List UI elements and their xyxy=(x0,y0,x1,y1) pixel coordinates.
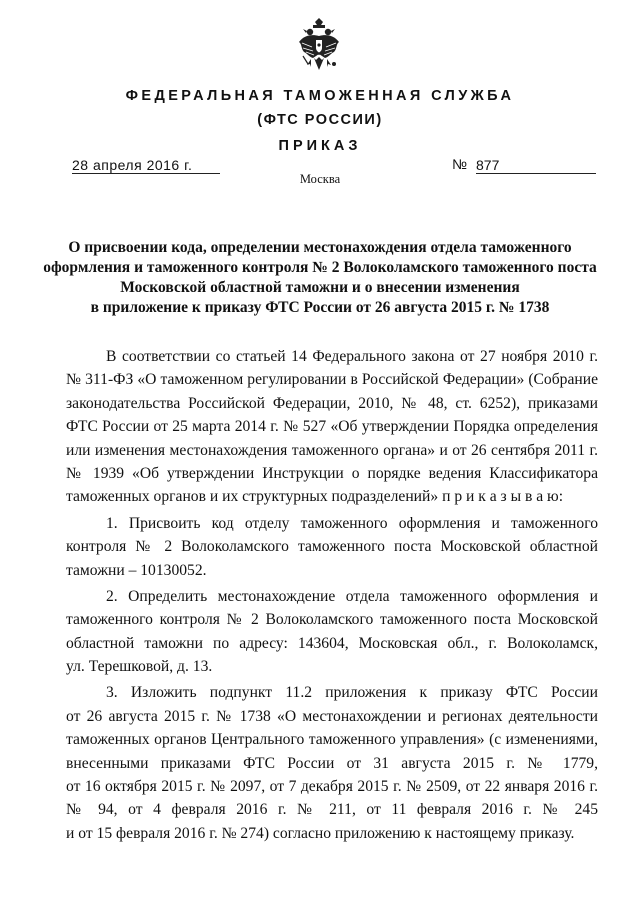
preamble-paragraph xyxy=(66,345,598,509)
text-line: № 1939 «Об утверждении Инструкции о порядке ведения Классификатора xyxy=(66,464,598,482)
text-line: ул. Терешковой, д. 13. xyxy=(66,658,213,676)
text-line: 1. Присвоить код отделу таможенного оформления и таможенного xyxy=(106,514,598,532)
order-date: 28 апреля 2016 г. xyxy=(72,157,220,174)
text-line: и от 15 февраля 2016 г. № 274) согласно приложению к настоящему приказу. xyxy=(66,824,575,842)
order-title-line: в приложение к приказу ФТС России от 26 августа 2015 г. № 1738 xyxy=(90,299,550,316)
order-body xyxy=(66,345,598,845)
text-line: таможни – 10130052. xyxy=(66,561,207,579)
order-title-line: Московской областной таможни и о внесении изменения xyxy=(120,279,520,296)
order-city: Москва xyxy=(299,172,341,186)
order-title-line: О присвоении кода, определении местонахождения отдела таможенного xyxy=(68,239,572,256)
order-title-line: оформления и таможенного контроля № 2 Волоколамского таможенного поста xyxy=(43,259,597,276)
text-line: таможенных органов Центрального таможенного управления» (с изменениями, xyxy=(66,731,598,749)
item-1-paragraph xyxy=(66,512,598,582)
text-line: законодательства Российской Федерации, 2010, № 48, ст. 6252), приказами xyxy=(66,394,598,412)
agency-name: ФЕДЕРАЛЬНАЯ ТАМОЖЕННАЯ СЛУЖБА xyxy=(125,88,515,104)
text-line: 2. Определить местонахождение отдела таможенного оформления и xyxy=(106,587,598,605)
text-line: или изменения местонахождения таможенного органа» и от 26 сентября 2011 г. xyxy=(66,441,598,459)
order-title xyxy=(40,238,600,318)
text-line: контроля № 2 Волоколамского таможенного поста Московской областной xyxy=(66,538,598,556)
order-number: 877 xyxy=(476,157,596,174)
text-line: 3. Изложить подпункт 11.2 приложения к приказу ФТС России xyxy=(106,684,598,702)
text-line: областной таможни по адресу: 143604, Московская обл., г. Волоколамск, xyxy=(66,634,598,652)
text-line: ФТС России от 25 марта 2014 г. № 527 «Об утверждении Порядка определения xyxy=(66,418,598,436)
text-line: В соответствии со статьей 14 Федерального закона от 27 ноября 2010 г. xyxy=(106,348,598,365)
order-number-label: № xyxy=(452,156,468,172)
agency-short-name: (ФТС РОССИИ) xyxy=(257,112,383,128)
text-line: № 311-ФЗ «О таможенном регулировании в Российской Федерации» (Собрание xyxy=(66,371,598,389)
text-line: внесенными приказами ФТС России от 31 августа 2015 г. № 1779, xyxy=(66,754,598,772)
text-line: таможенных органов и их структурных подразделений» п р и к а з ы в а ю: xyxy=(66,488,564,506)
text-line: таможенного контроля № 2 Волоколамского таможенного поста Московской xyxy=(66,611,598,629)
text-line: № 94, от 4 февраля 2016 г. № 211, от 11 февраля 2016 г. № 245 xyxy=(66,801,598,819)
item-3-paragraph xyxy=(66,681,598,845)
text-line: от 16 октября 2015 г. № 2097, от 7 декабря 2015 г. № 2509, от 22 января 2016 г. xyxy=(66,778,598,796)
document-type: ПРИКАЗ xyxy=(278,138,362,154)
item-2-paragraph xyxy=(66,585,598,679)
russian-coat-of-arms-icon xyxy=(298,18,340,74)
text-line: от 26 августа 2015 г. № 1738 «О местонахождении и регионах деятельности xyxy=(66,707,598,725)
